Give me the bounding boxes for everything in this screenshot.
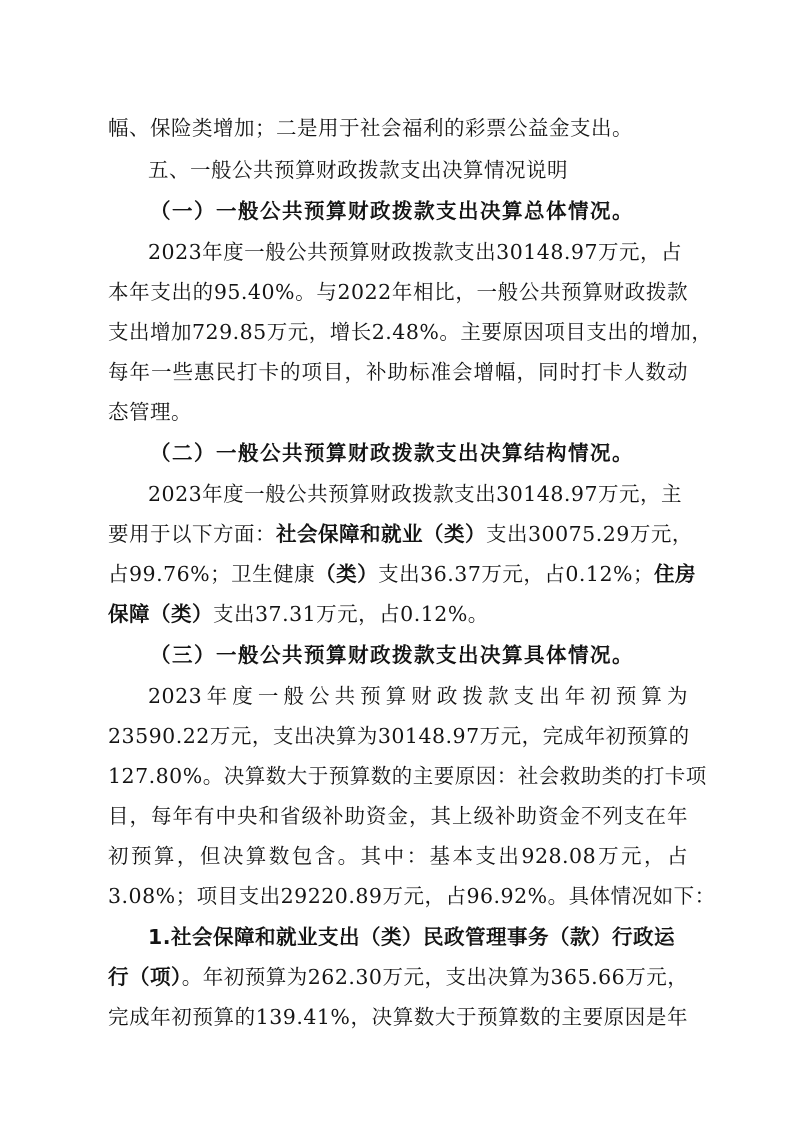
- subsection-heading: （二）一般公共预算财政拨款支出决算结构情况。: [150, 441, 634, 465]
- bold-text-run: （类）: [315, 562, 379, 586]
- paragraph-line: 幅、保险类增加；二是用于社会福利的彩票公益金支出。: [108, 116, 633, 140]
- paragraph-line: 每年一些惠民打卡的项目，补助标准会增幅，同时打卡人数动: [108, 360, 688, 384]
- item-heading: 1.社会保障和就业支出（类）民政管理事务（款）行政运: [148, 925, 676, 949]
- text-run: 支出30075.29万元，: [486, 522, 693, 546]
- paragraph-line: 3.08%；项目支出29220.89万元，占96.92%。具体情况如下：: [108, 884, 716, 908]
- paragraph-line: 目，每年有中央和省级补助资金，其上级补助资金不列支在年: [108, 804, 688, 828]
- paragraph-line: 2023年度一般公共预算财政拨款支出年初预算为: [148, 684, 688, 708]
- paragraph-line: 完成年初预算的139.41%，决算数大于预算数的主要原因是年: [108, 1005, 688, 1029]
- paragraph-line: 2023年度一般公共预算财政拨款支出30148.97万元，主: [148, 482, 682, 506]
- text-run: 支出37.31万元，占0.12%。: [213, 602, 489, 626]
- paragraph-line: [108, 514, 693, 554]
- bold-text-run: 社会保障和就业（类）: [276, 522, 486, 546]
- subsection-heading: （三）一般公共预算财政拨款支出决算具体情况。: [150, 643, 634, 667]
- paragraph-line: 支出增加729.85万元，增长2.48%。主要原因项目支出的增加，: [108, 320, 713, 344]
- paragraph-line: [108, 594, 688, 634]
- paragraph-line: 本年支出的95.40%。与2022年相比，一般公共预算财政拨款: [108, 280, 688, 304]
- paragraph-line: 2023年度一般公共预算财政拨款支出30148.97万元，占: [148, 240, 682, 264]
- paragraph-line: 态管理。: [108, 400, 192, 424]
- text-run: 支出36.37万元，占0.12%；: [378, 562, 654, 586]
- section-heading: 五、一般公共预算财政拨款支出决算情况说明: [148, 158, 568, 182]
- paragraph-line: 初预算，但决算数包含。其中：基本支出928.08万元，占: [108, 844, 688, 868]
- text-run: 占99.76%；卫生健康: [108, 562, 316, 586]
- text-run: 。年初预算为262.30万元，支出决算为365.66万元，: [181, 965, 689, 989]
- paragraph-line: 127.80%。决算数大于预算数的主要原因：社会救助类的打卡项: [108, 764, 707, 788]
- bold-text-run: 住房: [653, 562, 696, 586]
- text-run: 要用于以下方面：: [108, 522, 276, 546]
- paragraph-line: [108, 957, 688, 997]
- bold-text-run: 行（项）: [108, 965, 182, 989]
- subsection-heading: （一）一般公共预算财政拨款支出决算总体情况。: [150, 199, 634, 223]
- bold-text-run: 保障（类）: [108, 602, 213, 626]
- paragraph-line: 23590.22万元，支出决算为30148.97万元，完成年初预算的: [108, 724, 690, 748]
- paragraph-line: [108, 554, 696, 594]
